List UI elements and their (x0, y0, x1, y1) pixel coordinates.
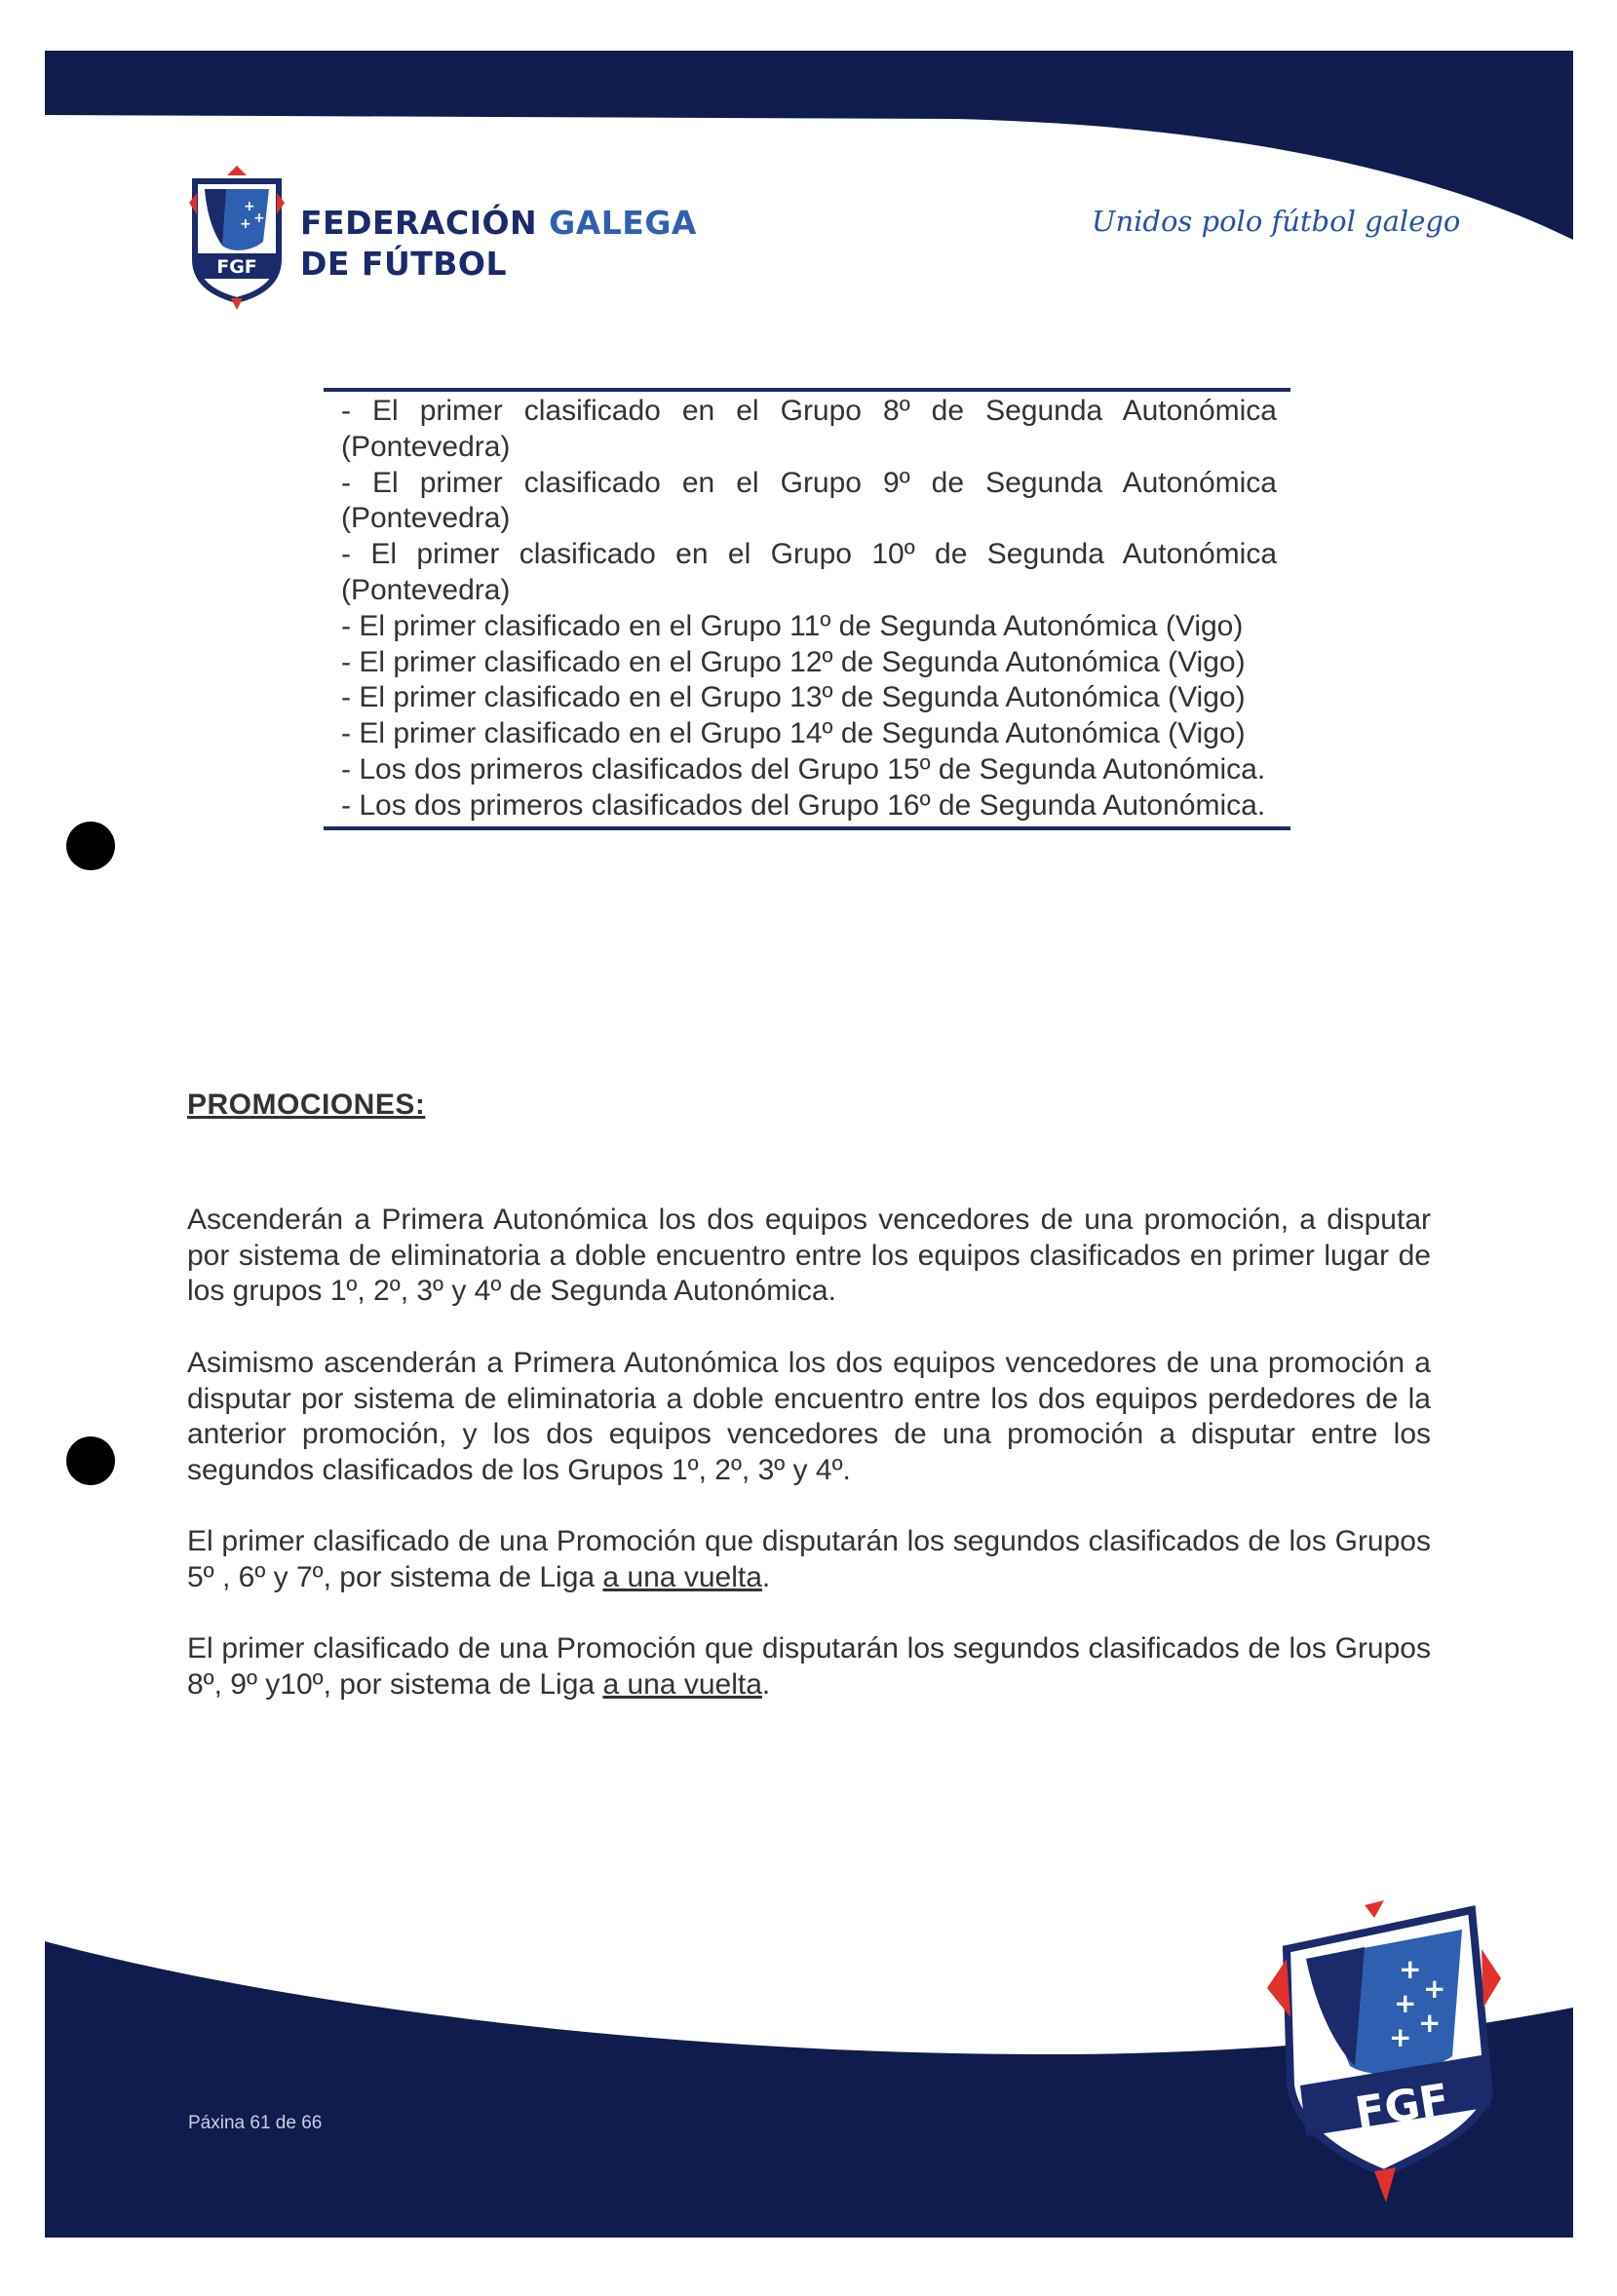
paragraph-1: Ascenderán a Primera Autonómica los dos equipos vencedores de una promoción, a disputar por sistema de eliminatoria a doble encuentro entre los equipos clasificados en primer lugar de los grupos 1º, 2º, 3º y 4º de Segunda Autonómica. (187, 1204, 1431, 1307)
list-item: - El primer clasificado en el Grupo 12º de Segunda Autonómica (Vigo) (341, 645, 1246, 678)
paragraph-3-underlined: a una vuelta (602, 1560, 762, 1593)
list-item: - El primer clasificado en el Grupo 9º de Segunda Autonómica (Pontevedra) (341, 466, 1277, 535)
paragraph-3 (187, 1524, 1431, 1595)
paragraph-3-end: . (761, 1560, 771, 1593)
list-item: - Los dos primeros clasificados del Grupo 15º de Segunda Autonómica. (341, 752, 1266, 785)
svg-text:+: + (1423, 1972, 1446, 2005)
paragraph-2: Asimismo ascenderán a Primera Autonómica los dos equipos vencedores de una promoción a disputar por sistema de eliminatoria a doble encuentro entre los dos equipos perdedores de la anterior promoción, y los dos equipos vencedores de una promoción a disputar entre los segundos clasificados de los Grupos 1º, 2º, 3º y 4º. (187, 1347, 1431, 1486)
svg-text:+: + (1418, 2007, 1442, 2039)
list-item: - Los dos primeros clasificados del Grupo 16º de Segunda Autonómica. (341, 788, 1266, 822)
motto: Unidos polo fútbol galego (1092, 205, 1461, 238)
groups-list (324, 388, 1290, 830)
org-name-part-1: FEDERACIÓN (300, 204, 538, 242)
footer-logo-text: FGF (1352, 2074, 1453, 2139)
paragraph-4-underlined: a una vuelta (602, 1667, 762, 1701)
list-item: - El primer clasificado en el Grupo 14º de Segunda Autonómica (Vigo) (341, 717, 1246, 750)
list-item: - El primer clasificado en el Grupo 13º de Segunda Autonómica (Vigo) (341, 681, 1246, 714)
svg-text:+: + (1399, 1953, 1422, 1985)
svg-text:+: + (1389, 2021, 1412, 2053)
fgf-crest-logo (183, 164, 290, 310)
list-item: - El primer clasificado en el Grupo 10º de Segunda Autonómica (Pontevedra) (341, 538, 1277, 606)
svg-text:+: + (244, 199, 255, 214)
punch-hole (66, 822, 115, 870)
federation-name (300, 203, 697, 285)
svg-text:+: + (1394, 1987, 1417, 2019)
punch-hole (66, 1436, 115, 1485)
list-item: - El primer clasificado en el Grupo 11º de Segunda Autonómica (Vigo) (341, 609, 1244, 642)
section-heading: PROMOCIONES: (187, 1089, 426, 1121)
paragraph-4-text: El primer clasificado de una Promoción que disputarán los segundos clasificados de los Grupos 8º, 9º y10º, por sistema de Liga (187, 1632, 1431, 1701)
list-item: - El primer clasificado en el Grupo 8º de Segunda Autonómica (Pontevedra) (341, 395, 1277, 463)
fgf-footer-crest-logo (1257, 1891, 1511, 2222)
paragraph-4 (187, 1631, 1431, 1703)
org-name-part-2: GALEGA (549, 204, 697, 242)
svg-text:+: + (240, 216, 251, 232)
page-number: Páxina 61 de 66 (188, 2113, 323, 2133)
org-name-part-3: DE FÚTBOL (300, 245, 508, 283)
svg-text:+: + (253, 210, 265, 226)
paragraph-4-end: . (761, 1667, 771, 1701)
logo-text: FGF (216, 256, 257, 278)
paragraph-3-text: El primer clasificado de una Promoción que disputarán los segundos clasificados de los Grupos 5º , 6º y 7º, por sistema de Liga (187, 1525, 1431, 1593)
